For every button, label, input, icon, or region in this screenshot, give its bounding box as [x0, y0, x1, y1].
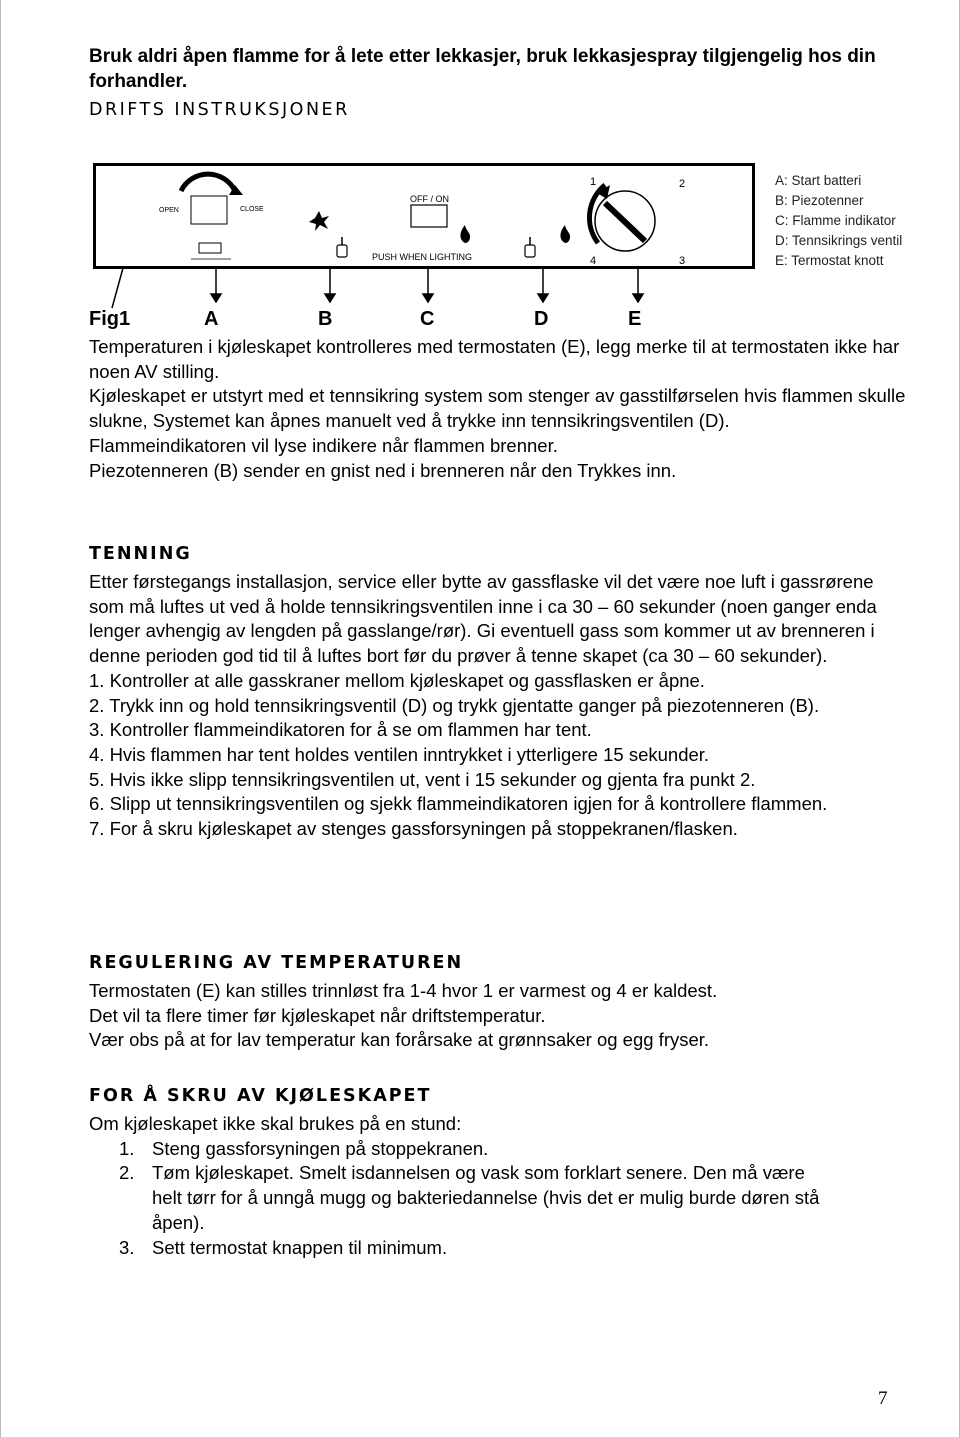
regulering-section — [89, 979, 909, 1053]
push-when-lighting-label: PUSH WHEN LIGHTING — [372, 252, 473, 262]
intro-piezo: Piezotenneren (B) sender en gnist ned i brenneren når den Trykkes inn. — [89, 459, 677, 481]
flame-icon — [460, 225, 470, 243]
regulering-line-3: Vær obs på at for lav temperatur kan forårsake at grønnsaker og egg fryser. — [89, 1029, 710, 1051]
tenning-step-4: 4. Hvis flammen har tent holdes ventilen inntrykket i ytterligere 15 sekunder. — [89, 743, 710, 765]
intro-thermostat: Temperaturen i kjøleskapet kontrolleres med termostaten (E), legg merke til at termostaten ikke har noen AV stilling. — [89, 336, 900, 382]
skru-av-list — [89, 1137, 839, 1261]
regulering-line-2: Det vil ta flere timer før kjøleskapet når driftstemperatur. — [89, 1004, 546, 1026]
finger-press-icon-2 — [525, 237, 535, 257]
legend-item-d: D: Tennsikrings ventil — [775, 233, 903, 248]
tenning-step-2: 2. Trykk inn og hold tennsikringsventil (D) og trykk gjentatte ganger på piezotenneren (B). — [89, 694, 820, 716]
skru-av-section — [89, 1112, 909, 1260]
list-number: 3. — [119, 1236, 135, 1258]
legend-item-b: B: Piezotenner — [775, 193, 864, 208]
heading-operating-instructions: DRIFTS INSTRUKSJONER — [89, 100, 350, 120]
battery-knob-icon — [181, 174, 243, 259]
close-label: CLOSE — [240, 206, 264, 213]
tenning-section — [89, 570, 909, 842]
control-panel-figure — [93, 163, 755, 269]
open-label: OPEN — [159, 207, 179, 214]
heading-regulering: REGULERING AV TEMPERATUREN — [89, 953, 464, 973]
list-item — [89, 1236, 839, 1261]
dial-number-2: 2 — [679, 178, 686, 190]
figure-label: Fig1 — [89, 308, 131, 330]
letter-c: C — [420, 308, 435, 330]
intro-safety-system: Kjøleskapet er utstyrt med et tennsikring system som stenger av gasstilførselen hvis flammen skulle slukne, Systemet kan åpnes manuelt ved å trykke inn tennsikringsventilen (D). — [89, 385, 906, 432]
skru-av-intro: Om kjøleskapet ikke skal brukes på en stund: — [89, 1113, 462, 1134]
tenning-step-1: 1. Kontroller at alle gasskraner mellom kjøleskapet og gassflasken er åpne. — [89, 669, 705, 691]
spark-icon — [309, 211, 329, 231]
indicator-window — [411, 205, 447, 227]
list-number: 1. — [119, 1137, 135, 1159]
page-number: 7 — [878, 1388, 888, 1409]
tenning-step-7: 7. For å skru kjøleskapet av stenges gassforsyningen på stoppekranen/flasken. — [89, 818, 738, 840]
heading-skru-av: FOR Å SKRU AV KJØLESKAPET — [89, 1086, 432, 1106]
dial-number-1: 1 — [590, 176, 597, 188]
list-number: 2. — [119, 1162, 135, 1184]
list-text: Tøm kjøleskapet. Smelt isdannelsen og vask som forklart senere. Den må være helt tørr for å unngå mugg og bakteriedannelse (hvis det er mulig burde døren stå åpen). — [152, 1162, 820, 1233]
tenning-intro: Etter førstegangs installasjon, service eller bytte av gassflaske vil det være noe luft i gassrørene som må luftes ut ved å holde tennsikringsventilen inne i ca 30 – 60 sekunder (noen ganger enda lenger avhengig av lengden på gasslange/rør). Gi eventuell gass som kommer ut av brenneren i denne perioden god tid til å luftes bort før du prøver å tenne skapet (ca 30 – 60 sekunder). — [89, 571, 877, 667]
tenning-step-5: 5. Hvis ikke slipp tennsikringsventilen ut, vent i 15 sekunder og gjenta fra punkt 2. — [89, 768, 756, 790]
letter-b: B — [318, 308, 333, 330]
thermostat-dial-icon — [589, 185, 655, 251]
list-text: Sett termostat knappen til minimum. — [152, 1236, 448, 1258]
legend-item-e: E: Termostat knott — [775, 253, 884, 268]
pointer-arrows — [90, 268, 650, 310]
letter-d: D — [534, 308, 549, 330]
gas-leak-warning: Bruk aldri åpen flamme for å lete etter lekkasjer, bruk lekkasjespray tilgjengelig hos din forhandler. — [89, 46, 876, 92]
letter-e: E — [628, 308, 642, 330]
off-on-label: OFF / ON — [410, 194, 449, 204]
tenning-step-3: 3. Kontroller flammeindikatoren for å se om flammen har tent. — [89, 719, 592, 741]
legend-item-c: C: Flamme indikator — [775, 213, 896, 228]
dial-number-3: 3 — [679, 255, 686, 267]
list-item — [89, 1161, 839, 1235]
list-item — [89, 1137, 839, 1162]
tenning-step-6: 6. Slipp ut tennsikringsventilen og sjekk flammeindikatoren igjen for å kontrollere flammen. — [89, 793, 828, 815]
panel-legend — [775, 171, 902, 271]
letter-a: A — [204, 308, 219, 330]
dial-number-4: 4 — [590, 255, 597, 267]
intro-paragraphs — [89, 335, 909, 483]
flame-icon-2 — [560, 225, 570, 243]
finger-press-icon — [337, 237, 347, 257]
intro-flame-indicator: Flammeindikatoren vil lyse indikere når flammen brenner. — [89, 434, 558, 456]
list-text: Steng gassforsyningen på stoppekranen. — [152, 1137, 489, 1159]
legend-item-a: A: Start batteri — [775, 173, 862, 188]
heading-tenning: TENNING — [89, 544, 192, 564]
regulering-line-1: Termostaten (E) kan stilles trinnløst fra 1-4 hvor 1 er varmest og 4 er kaldest. — [89, 980, 718, 1001]
